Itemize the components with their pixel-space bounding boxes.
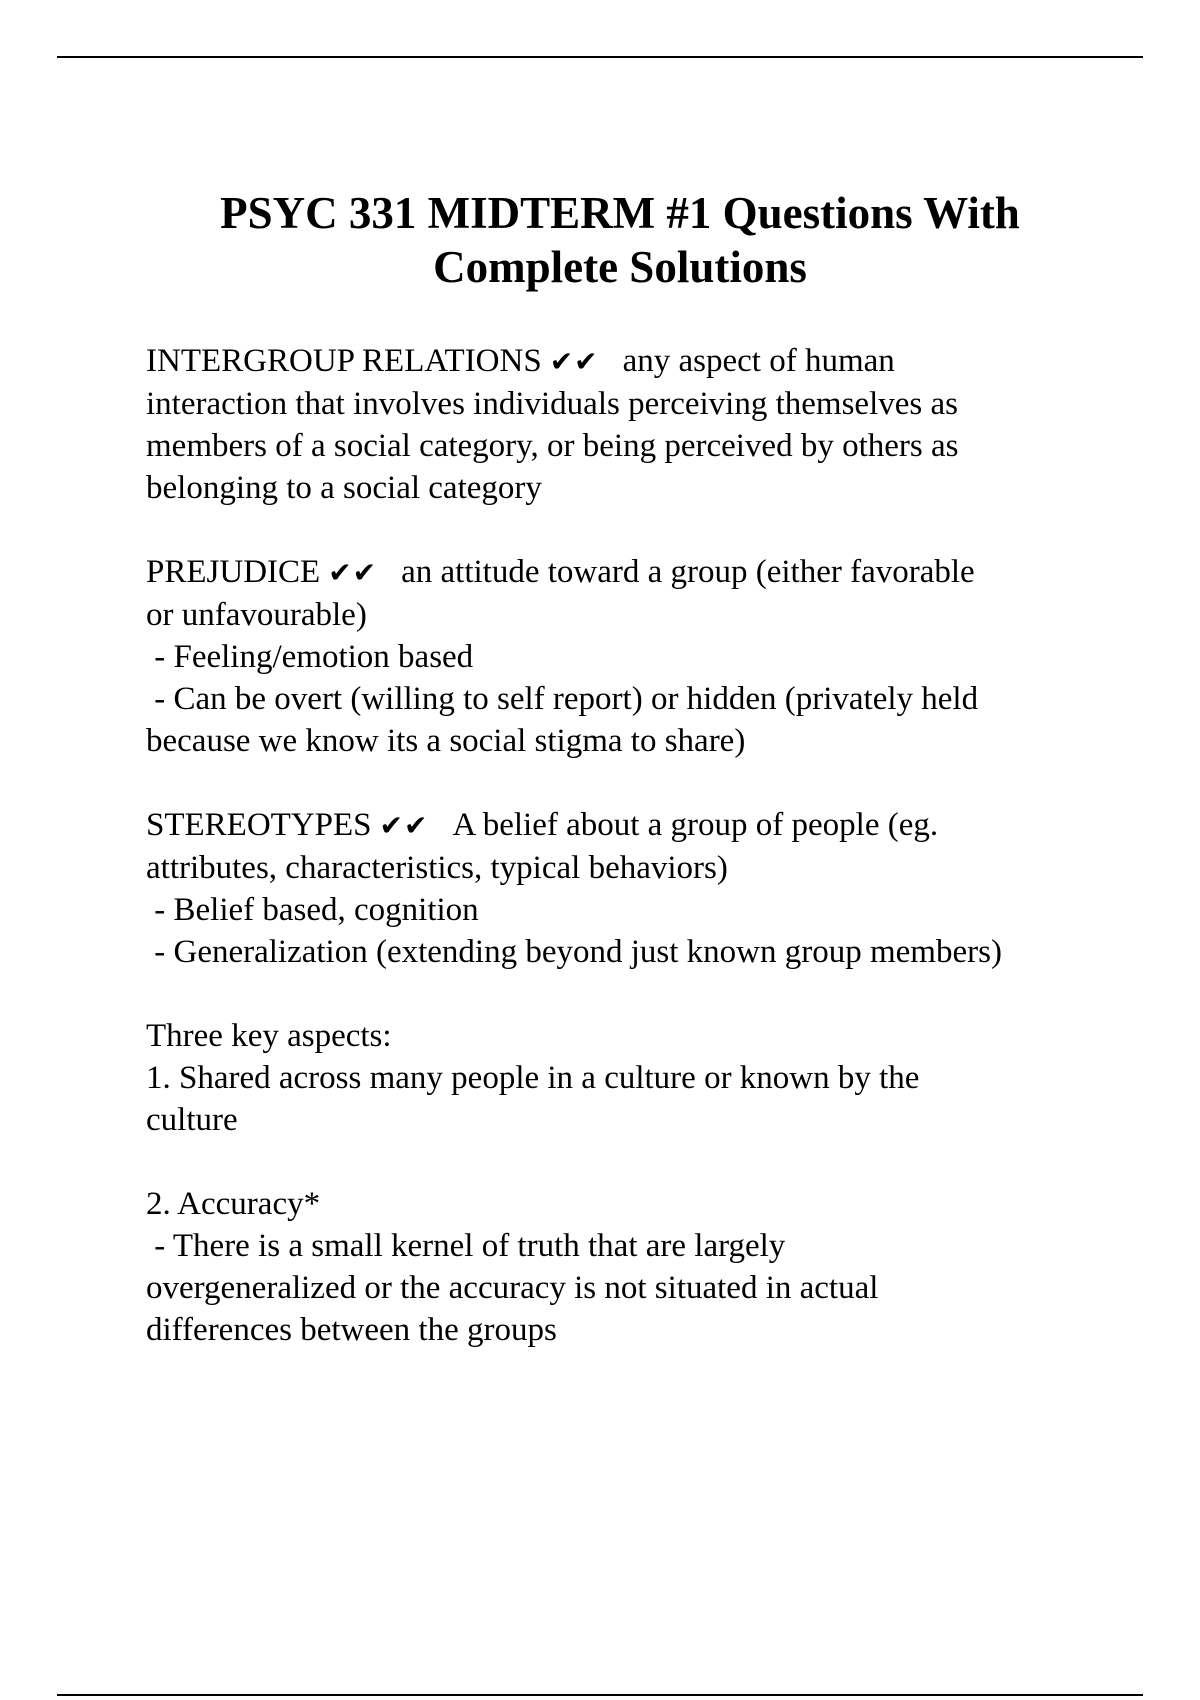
entry-bullet: - Feeling/emotion based [146, 639, 474, 675]
key-aspect-line: differences between the groups [146, 1312, 557, 1348]
entry-stereotypes [146, 804, 1146, 973]
entry-bullet: - Can be overt (willing to self report) or hidden (privately held [146, 681, 979, 717]
entry-line: attributes, characteristics, typical behaviors) [146, 850, 728, 886]
entry-term: PREJUDICE [146, 554, 321, 590]
key-aspect-line: 1. Shared across many people in a culture or known by the [146, 1060, 920, 1096]
key-aspect-line: 2. Accuracy* [146, 1186, 321, 1222]
page-title-line-2: Complete Solutions [433, 242, 807, 292]
key-aspects-heading: Three key aspects: [146, 1018, 392, 1054]
entry-line: because we know its a social stigma to share) [146, 723, 746, 759]
entry-definition-start: an attitude toward a group (either favorable [401, 554, 975, 590]
entry-line: or unfavourable) [146, 597, 367, 633]
top-rule [57, 56, 1143, 58]
double-check-icon: ✔✔ [549, 345, 599, 378]
entry-bullet: - Generalization (extending beyond just known group members) [146, 934, 1002, 970]
entry-definition-start: A belief about a group of people (eg. [452, 807, 939, 843]
entry-line: belonging to a social category [146, 470, 542, 506]
entry-line: members of a social category, or being perceived by others as [146, 428, 959, 464]
entry-term: INTERGROUP RELATIONS [146, 343, 542, 379]
entry-intergroup-relations [146, 340, 1146, 509]
entry-prejudice [146, 551, 1146, 762]
key-aspect-bullet: - There is a small kernel of truth that are largely [146, 1228, 786, 1264]
entry-first-line [146, 340, 1146, 383]
entry-line: interaction that involves individuals perceiving themselves as [146, 386, 958, 422]
page-title [120, 186, 1120, 294]
entry-bullet: - Belief based, cognition [146, 892, 479, 928]
key-aspects-item-1 [146, 1015, 1146, 1141]
double-check-icon: ✔✔ [379, 809, 429, 842]
page-title-line-1: PSYC 331 MIDTERM #1 Questions With [220, 188, 1020, 238]
entry-first-line [146, 551, 1146, 594]
key-aspect-line: overgeneralized or the accuracy is not situated in actual [146, 1270, 879, 1306]
entry-first-line [146, 804, 1146, 847]
bottom-rule [57, 1694, 1143, 1696]
double-check-icon: ✔✔ [328, 556, 378, 589]
key-aspect-line: culture [146, 1102, 238, 1138]
entry-definition-start: any aspect of human [622, 343, 895, 379]
document-body [146, 340, 1146, 1393]
key-aspects-item-2 [146, 1183, 1146, 1351]
entry-term: STEREOTYPES [146, 807, 372, 843]
